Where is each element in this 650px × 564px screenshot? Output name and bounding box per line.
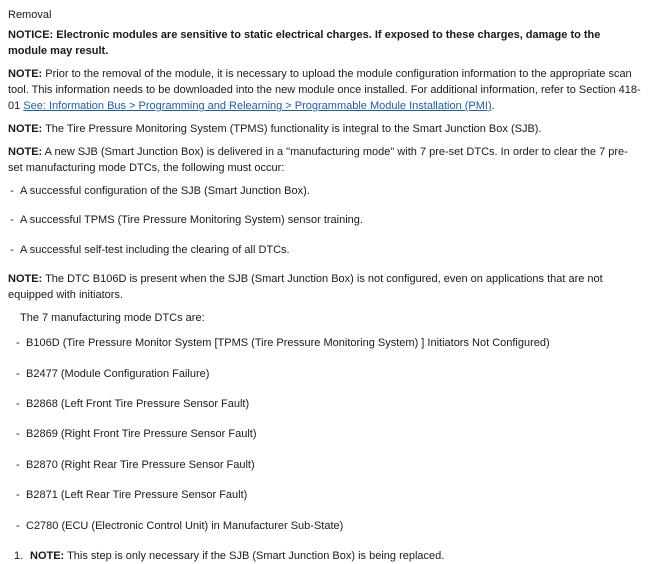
list-item: - A successful configuration of the SJB (Smart Junction Box). (8, 184, 642, 199)
note-b106d-paragraph (8, 272, 642, 304)
note-pmi-paragraph (8, 67, 642, 115)
list-item: - B2477 (Module Configuration Failure) (8, 367, 642, 382)
notice-paragraph (8, 28, 642, 60)
procedure-step-1 (8, 549, 642, 564)
note-sjb-text: A new SJB (Smart Junction Box) is delivered in a "manufacturing mode" with 7 pre-set DTCs. In order to clear the 7 pre-set manufacturing mode DTCs, the following must occur: (8, 145, 628, 174)
list-item: - B2868 (Left Front Tire Pressure Sensor Fault) (8, 397, 642, 412)
step-1-text: This step is only necessary if the SJB (Smart Junction Box) is being replaced. (64, 549, 445, 562)
page-title: Removal (8, 9, 52, 21)
requirements-list (8, 184, 642, 258)
note-pmi-text-after: . (491, 100, 495, 113)
note-label: NOTE: (8, 122, 43, 135)
note-label: NOTE: (8, 68, 43, 81)
note-tpms-paragraph (8, 122, 642, 138)
note-tpms-text: The Tire Pressure Monitoring System (TPMS) functionality is integral to the Smart Junction Box (SJB). (42, 122, 542, 135)
list-item: - A successful TPMS (Tire Pressure Monitoring System) sensor training. (8, 213, 642, 228)
procedure-steps (8, 549, 642, 564)
note-pmi-text-before: Prior to the removal of the module, it is necessary to upload the module configuration information to the appropriate scan tool. This information needs to be downloaded into the new module once installed. For additional information, refer to Section 418-01 (8, 68, 641, 113)
notice-label: NOTICE: (8, 29, 54, 42)
list-item: - A successful self-test including the clearing of all DTCs. (8, 243, 642, 258)
dtc-intro-text: The 7 manufacturing mode DTCs are: (20, 311, 205, 324)
note-b106d-text: The DTC B106D is present when the SJB (Smart Junction Box) is not configured, even on applications that are not equipped with initiators. (8, 272, 603, 301)
pmi-link[interactable]: See: Information Bus > Programming and Relearning > Programmable Module Installation (PMI) (23, 100, 492, 113)
list-item: - B106D (Tire Pressure Monitor System [TPMS (Tire Pressure Monitoring System) ] Initiators Not Configured) (8, 336, 642, 351)
list-item: - B2869 (Right Front Tire Pressure Sensor Fault) (8, 427, 642, 442)
dtc-list (8, 336, 642, 534)
notice-text: Electronic modules are sensitive to static electrical charges. If exposed to these charges, damage to the module may result. (8, 29, 601, 58)
list-item: - B2871 (Left Rear Tire Pressure Sensor Fault) (8, 488, 642, 503)
note-sjb-paragraph (8, 145, 642, 177)
step-number: 1. (14, 549, 24, 562)
list-item: - C2780 (ECU (Electronic Control Unit) in Manufacturer Sub-State) (8, 519, 642, 534)
note-label: NOTE: (30, 549, 65, 562)
note-label: NOTE: (8, 272, 43, 285)
list-item: - B2870 (Right Rear Tire Pressure Sensor Fault) (8, 458, 642, 473)
note-label: NOTE: (8, 145, 43, 158)
